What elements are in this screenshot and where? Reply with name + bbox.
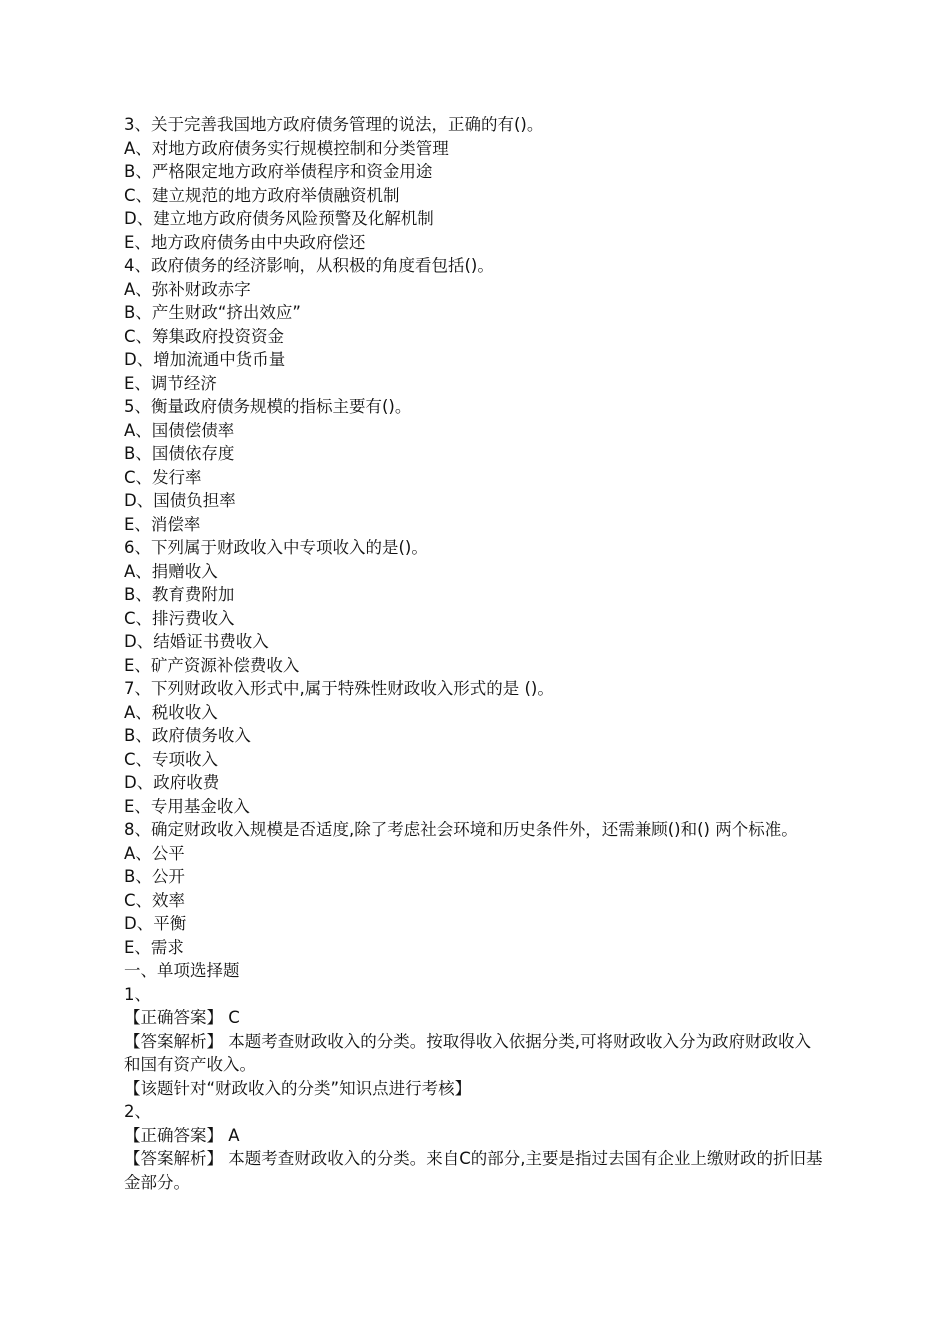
answer-1-explanation: 【答案解析】 本题考查财政收入的分类。按取得收入依据分类,可将财政收入分为政府财政收入和国有资产收入。: [124, 1031, 811, 1074]
q8-option-b: B、公开: [124, 867, 185, 886]
answer-1-topic: 【该题针对“财政收入的分类”知识点进行考核】: [124, 1078, 472, 1098]
q7-option-a: A、税收收入: [124, 702, 218, 722]
q6-option-b: B、教育费附加: [124, 585, 235, 604]
q5-option-d: D、国债负担率: [124, 491, 236, 510]
question-3-stem: 3、关于完善我国地方政府债务管理的说法，正确的有()。: [124, 115, 544, 134]
q7-option-e: E、专用基金收入: [124, 796, 250, 816]
q4-option-b: B、产生财政“挤出效应”: [124, 303, 301, 322]
q7-option-c: C、专项收入: [124, 749, 219, 769]
q5-option-e: E、消偿率: [124, 514, 201, 534]
q6-option-d: D、结婚证书费收入: [124, 632, 269, 651]
q6-option-a: A、捐赠收入: [124, 561, 218, 581]
q5-option-a: A、国债偿债率: [124, 420, 235, 440]
q6-option-c: C、排污费收入: [124, 608, 235, 628]
question-8-stem: 8、确定财政收入规模是否适度,除了考虑社会环境和历史条件外，还需兼顾()和() 两个标准。: [124, 820, 798, 839]
q6-option-e: E、矿产资源补偿费收入: [124, 655, 300, 675]
answer-2-correct: 【正确答案】 A: [124, 1125, 240, 1145]
question-6-stem: 6、下列属于财政收入中专项收入的是()。: [124, 538, 428, 557]
q5-option-c: C、发行率: [124, 467, 202, 487]
q8-option-a: A、公平: [124, 843, 185, 863]
q4-option-a: A、弥补财政赤字: [124, 279, 251, 299]
q8-option-e: E、需求: [124, 937, 184, 957]
section-heading: 一、单项选择题: [124, 961, 240, 980]
q4-option-d: D、增加流通中货币量: [124, 350, 286, 369]
question-7-stem: 7、下列财政收入形式中,属于特殊性财政收入形式的是 ()。: [124, 679, 554, 698]
q3-option-a: A、对地方政府债务实行规模控制和分类管理: [124, 138, 449, 158]
answer-1-correct: 【正确答案】 C: [124, 1008, 240, 1027]
q3-option-e: E、地方政府债务由中央政府偿还: [124, 232, 366, 252]
q8-option-c: C、效率: [124, 890, 186, 910]
q4-option-e: E、调节经济: [124, 373, 217, 393]
q3-option-c: C、建立规范的地方政府举债融资机制: [124, 185, 400, 205]
q3-option-b: B、严格限定地方政府举债程序和资金用途: [124, 162, 433, 181]
q5-option-b: B、国债依存度: [124, 444, 235, 463]
question-5-stem: 5、衡量政府债务规模的指标主要有()。: [124, 397, 412, 416]
question-4-stem: 4、政府债务的经济影响，从积极的角度看包括()。: [124, 256, 494, 275]
q4-option-c: C、筹集政府投资资金: [124, 326, 285, 346]
q7-option-d: D、政府收费: [124, 773, 220, 792]
answer-1-number: 1、: [124, 984, 151, 1004]
q7-option-b: B、政府债务收入: [124, 726, 251, 745]
document-body: [124, 113, 824, 1194]
q3-option-d: D、建立地方政府债务风险预警及化解机制: [124, 209, 434, 228]
answer-2-explanation: 【答案解析】 本题考查财政收入的分类。来自C的部分,主要是指过去国有企业上缴财政的折旧基金部分。: [124, 1149, 823, 1192]
answer-2-number: 2、: [124, 1102, 151, 1121]
q8-option-d: D、平衡: [124, 914, 187, 933]
